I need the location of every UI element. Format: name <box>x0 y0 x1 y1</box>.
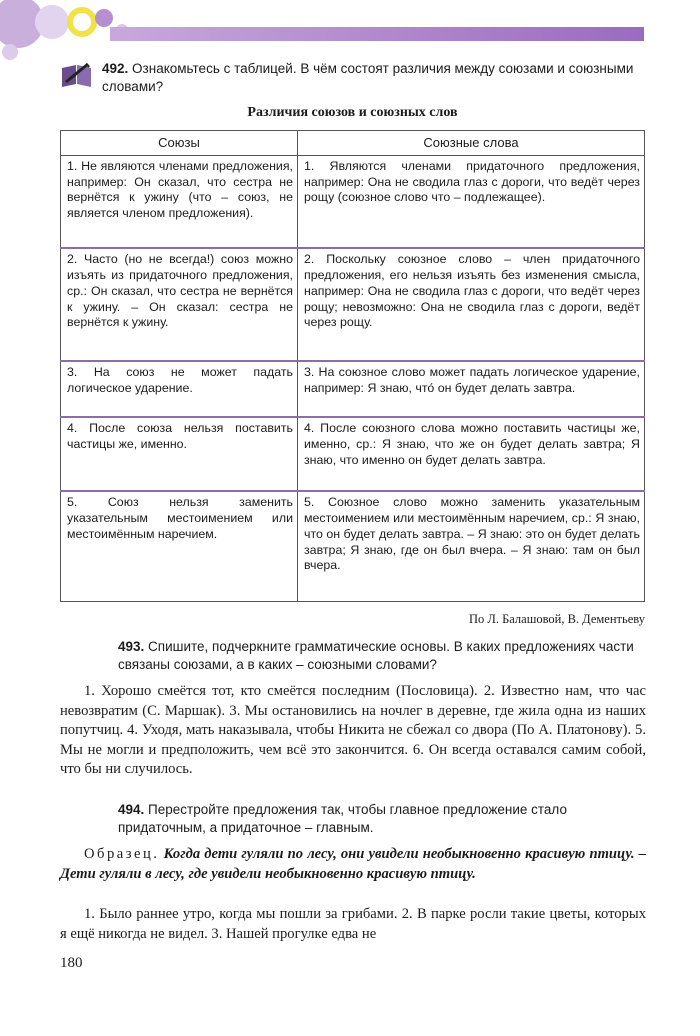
exercise-text: Спишите, подчеркните грамматические основы. В каких предложениях части связаны союзами, а в каких – союзными словами? <box>118 639 634 672</box>
exercise-494-sentences <box>60 905 646 944</box>
comparison-table <box>60 130 645 602</box>
table-cell: 1. Не являются членами предложения, например: Он сказал, что сестра не вернётся к ужину (что – союз, не является членом предложения). <box>61 155 298 248</box>
table-cell: 2. Часто (но не всегда!) союз можно изъять из придаточного предложения, ср.: Он сказал, что сестра не вернётся к ужину. – Он сказал: сестра не вернётся к ужину. <box>61 248 298 361</box>
exercise-text: Ознакомьтесь с таблицей. В чём состоят различия между союзами и союзными словами? <box>102 61 634 94</box>
table-source: По Л. Балашовой, В. Дементьеву <box>468 612 645 626</box>
table-row <box>61 491 645 601</box>
table-cell: 2. Поскольку союзное слово – член придаточного предложения, его нельзя изъять без изменения смысла, например: Она не сводила глаз с дороги, что ведёт через рощу; невозможно: Она не сводила глаз с дороги, ведёт через рощу. <box>298 248 645 361</box>
exercise-number: 493. <box>118 639 145 654</box>
exercise-text: Перестройте предложения так, чтобы главное предложение стало придаточным, а придаточное – главным. <box>118 802 567 835</box>
sample-label: Образец. <box>84 846 160 862</box>
column-header: Союзы <box>61 131 298 156</box>
table-row <box>61 361 645 417</box>
table-cell: 4. После союза нельзя поставить частицы же, именно. <box>61 417 298 491</box>
exercise-493-sentences <box>60 682 646 780</box>
sample-text: Когда дети гуляли по лесу, они увидели необыкновенно красивую птицу. – Дети гуляли в лесу, где увидели необыкновенно красивую птицу. <box>60 846 646 882</box>
table-cell: 5. Союз нельзя заменить указательным местоимением или местоимённым наречием. <box>61 491 298 601</box>
exercise-494 <box>118 801 646 837</box>
table-caption: Различия союзов и союзных слов <box>247 105 458 120</box>
book-pen-icon <box>60 62 94 88</box>
table-cell: 3. На союз не может падать логическое ударение. <box>61 361 298 417</box>
table-cell: 5. Союзное слово можно заменить указательным местоимением или местоимённым наречием, ср.: Я знаю, что он будет делать завтра. – Я знаю: это он будет делать завтра; Я знаю, где он был вчера. – Я знаю: там он был вчера. <box>298 491 645 601</box>
table-cell: 1. Являются членами придаточного предложения, например: Она не сводила глаз с дороги, что ведёт через рощу (союзное слово что – подлежащее). <box>298 155 645 248</box>
table-cell: 4. После союзного слова можно поставить частицы же, именно, ср.: Я знаю, что же он будет делать завтра; Я знаю, что именно он будет делать завтра. <box>298 417 645 491</box>
header-bar <box>110 27 644 41</box>
exercise-number: 494. <box>118 802 145 817</box>
column-header: Союзные слова <box>298 131 645 156</box>
table-row <box>61 417 645 491</box>
table-row <box>61 248 645 361</box>
exercise-body: 1. Хорошо смеётся тот, кто смеётся последним (Пословица). 2. Известно нам, что час невозвратим (С. Маршак). 3. Мы остановились на ночлег в деревне, где жила одна из наших попутчиц. 4. Уходя, мать наказывала, чтобы Никита не сбежал со двора (По А. Платонову). 5. Мы не могли и предположить, чем всё это закончится. 6. Он всегда оставался самим собой, что бы ни случилось. <box>60 683 646 778</box>
exercise-493 <box>118 638 646 674</box>
exercise-body: 1. Было раннее утро, когда мы пошли за грибами. 2. В парке росли такие цветы, которых я ещё никогда не видел. 3. Нашей прогулке едва не <box>60 906 646 942</box>
exercise-494-sample <box>60 845 646 884</box>
exercise-number: 492. <box>102 61 129 76</box>
table-cell: 3. На союзное слово может падать логическое ударение, например: Я знаю, что́ он будет делать завтра. <box>298 361 645 417</box>
page-number: 180 <box>60 955 83 971</box>
exercise-492 <box>60 60 645 96</box>
table-row <box>61 155 645 248</box>
